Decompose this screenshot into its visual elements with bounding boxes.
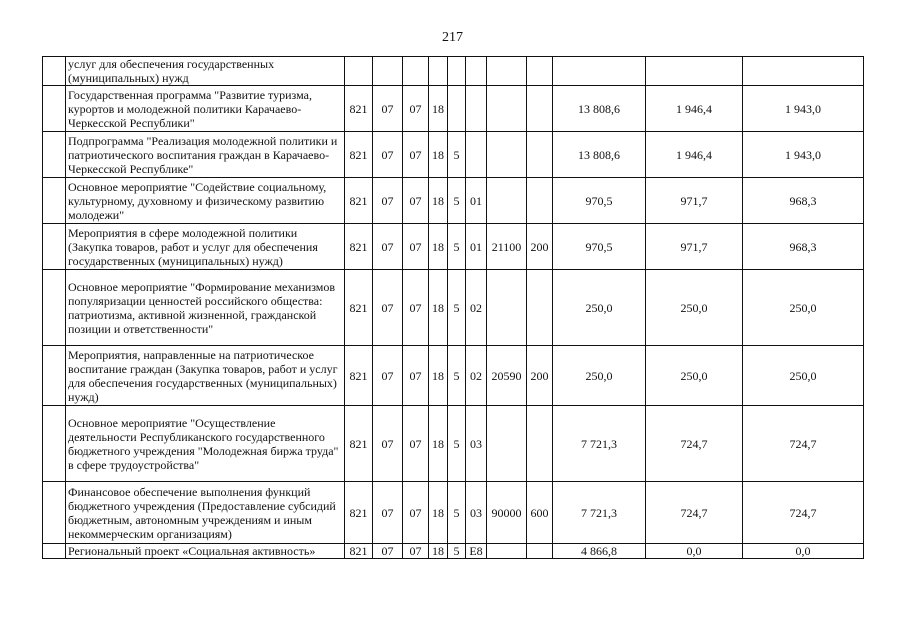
- cell-direction-code: 90000: [487, 482, 527, 544]
- cell-program-code: 18: [429, 178, 448, 224]
- row-name: Мероприятия, направленные на патриотическое воспитание граждан (Закупка товаров, работ и услуг для обеспечения государственных (муниципальных) нужд): [66, 346, 345, 406]
- cell-subprogram-code: 5: [448, 270, 466, 346]
- table-body: [43, 57, 864, 559]
- cell-subsection-code: 07: [403, 346, 429, 406]
- cell-program-code: 18: [429, 86, 448, 132]
- table-row: [43, 270, 864, 346]
- cell-expense-type: [527, 178, 553, 224]
- row-name: Мероприятия в сфере молодежной политики (Закупка товаров, работ и услуг для обеспечения государственных (муниципальных) нужд): [66, 224, 345, 270]
- table-row: [43, 224, 864, 270]
- cell-direction-code: [487, 57, 527, 86]
- cell-subprogram-code: 5: [448, 132, 466, 178]
- cell-program-code: 18: [429, 346, 448, 406]
- table-row: [43, 57, 864, 86]
- cell-sum-3: [743, 57, 864, 86]
- cell-activity-code: 03: [466, 406, 487, 482]
- margin-cell: [43, 346, 66, 406]
- cell-ministry-code: 821: [345, 86, 373, 132]
- cell-ministry-code: 821: [345, 482, 373, 544]
- cell-direction-code: 20590: [487, 346, 527, 406]
- table-row: [43, 86, 864, 132]
- cell-activity-code: [466, 132, 487, 178]
- cell-program-code: 18: [429, 482, 448, 544]
- cell-sum-1: 7 721,3: [553, 482, 646, 544]
- budget-table: [42, 56, 864, 559]
- cell-subprogram-code: 5: [448, 406, 466, 482]
- cell-expense-type: 600: [527, 482, 553, 544]
- cell-activity-code: 01: [466, 224, 487, 270]
- table-row: [43, 132, 864, 178]
- cell-section-code: 07: [373, 270, 403, 346]
- cell-sum-3: 724,7: [743, 406, 864, 482]
- cell-sum-2: 250,0: [646, 346, 743, 406]
- cell-sum-1: 250,0: [553, 270, 646, 346]
- cell-subsection-code: 07: [403, 132, 429, 178]
- cell-sum-3: 0,0: [743, 544, 864, 559]
- margin-cell: [43, 224, 66, 270]
- cell-activity-code: 02: [466, 270, 487, 346]
- cell-subsection-code: 07: [403, 406, 429, 482]
- cell-section-code: 07: [373, 482, 403, 544]
- cell-sum-1: 4 866,8: [553, 544, 646, 559]
- cell-ministry-code: 821: [345, 132, 373, 178]
- cell-section-code: 07: [373, 406, 403, 482]
- cell-direction-code: 21100: [487, 224, 527, 270]
- row-name: Основное мероприятие "Формирование механизмов популяризации ценностей российского общества: патриотизма, активной жизненной, гражданской позиции и ответственности": [66, 270, 345, 346]
- cell-subprogram-code: 5: [448, 544, 466, 559]
- row-name: Подпрограмма "Реализация молодежной политики и патриотического воспитания граждан в Карачаево-Черкесской Республике": [66, 132, 345, 178]
- margin-cell: [43, 406, 66, 482]
- cell-ministry-code: 821: [345, 178, 373, 224]
- cell-subprogram-code: 5: [448, 346, 466, 406]
- margin-cell: [43, 57, 66, 86]
- cell-sum-2: 1 946,4: [646, 86, 743, 132]
- cell-ministry-code: 821: [345, 406, 373, 482]
- row-name: Региональный проект «Социальная активность»: [66, 544, 345, 559]
- cell-sum-3: 1 943,0: [743, 86, 864, 132]
- table-row: [43, 178, 864, 224]
- cell-subprogram-code: 5: [448, 224, 466, 270]
- cell-sum-3: 968,3: [743, 178, 864, 224]
- table-row: [43, 346, 864, 406]
- cell-sum-1: 970,5: [553, 178, 646, 224]
- cell-ministry-code: 821: [345, 346, 373, 406]
- cell-sum-2: 250,0: [646, 270, 743, 346]
- cell-subsection-code: 07: [403, 86, 429, 132]
- cell-subsection-code: 07: [403, 178, 429, 224]
- cell-subprogram-code: [448, 57, 466, 86]
- cell-sum-3: 1 943,0: [743, 132, 864, 178]
- cell-sum-2: 1 946,4: [646, 132, 743, 178]
- margin-cell: [43, 482, 66, 544]
- cell-program-code: 18: [429, 132, 448, 178]
- cell-sum-2: 971,7: [646, 178, 743, 224]
- cell-subsection-code: 07: [403, 544, 429, 559]
- cell-ministry-code: [345, 57, 373, 86]
- row-name: Основное мероприятие "Осуществление деятельности Республиканского государственного бюджетного учреждения "Молодежная биржа труда" в сфере трудоустройства": [66, 406, 345, 482]
- cell-sum-2: 724,7: [646, 482, 743, 544]
- cell-subsection-code: [403, 57, 429, 86]
- cell-sum-3: 724,7: [743, 482, 864, 544]
- cell-activity-code: [466, 86, 487, 132]
- cell-activity-code: E8: [466, 544, 487, 559]
- cell-subprogram-code: [448, 86, 466, 132]
- cell-direction-code: [487, 86, 527, 132]
- cell-ministry-code: 821: [345, 270, 373, 346]
- table-row: [43, 544, 864, 559]
- cell-expense-type: [527, 270, 553, 346]
- cell-direction-code: [487, 544, 527, 559]
- cell-expense-type: 200: [527, 224, 553, 270]
- cell-section-code: [373, 57, 403, 86]
- cell-direction-code: [487, 406, 527, 482]
- cell-section-code: 07: [373, 224, 403, 270]
- cell-subsection-code: 07: [403, 224, 429, 270]
- cell-program-code: [429, 57, 448, 86]
- row-name: Государственная программа "Развитие туризма, курортов и молодежной политики Карачаево-Черкесской Республики": [66, 86, 345, 132]
- cell-subsection-code: 07: [403, 270, 429, 346]
- cell-subprogram-code: 5: [448, 178, 466, 224]
- cell-activity-code: [466, 57, 487, 86]
- cell-direction-code: [487, 270, 527, 346]
- cell-expense-type: [527, 406, 553, 482]
- table-row: [43, 482, 864, 544]
- cell-sum-2: [646, 57, 743, 86]
- cell-section-code: 07: [373, 544, 403, 559]
- cell-expense-type: [527, 132, 553, 178]
- cell-expense-type: [527, 57, 553, 86]
- cell-subprogram-code: 5: [448, 482, 466, 544]
- cell-program-code: 18: [429, 544, 448, 559]
- cell-activity-code: 03: [466, 482, 487, 544]
- margin-cell: [43, 132, 66, 178]
- row-name: Основное мероприятие "Содействие социальному, культурному, духовному и физическому развитию молодежи": [66, 178, 345, 224]
- cell-sum-2: 724,7: [646, 406, 743, 482]
- cell-ministry-code: 821: [345, 224, 373, 270]
- cell-program-code: 18: [429, 406, 448, 482]
- cell-sum-2: 0,0: [646, 544, 743, 559]
- cell-activity-code: 01: [466, 178, 487, 224]
- cell-sum-1: 250,0: [553, 346, 646, 406]
- cell-sum-3: 968,3: [743, 224, 864, 270]
- page-number: 217: [442, 30, 463, 45]
- cell-subsection-code: 07: [403, 482, 429, 544]
- cell-sum-1: [553, 57, 646, 86]
- cell-expense-type: [527, 86, 553, 132]
- margin-cell: [43, 86, 66, 132]
- cell-expense-type: 200: [527, 346, 553, 406]
- margin-cell: [43, 544, 66, 559]
- table-row: [43, 406, 864, 482]
- cell-section-code: 07: [373, 346, 403, 406]
- cell-expense-type: [527, 544, 553, 559]
- row-name: Финансовое обеспечение выполнения функций бюджетного учреждения (Предоставление субсидий бюджетным, автономным учреждениям и иным некоммерческим организациям): [66, 482, 345, 544]
- cell-sum-1: 13 808,6: [553, 86, 646, 132]
- cell-section-code: 07: [373, 86, 403, 132]
- cell-ministry-code: 821: [345, 544, 373, 559]
- cell-direction-code: [487, 178, 527, 224]
- cell-program-code: 18: [429, 270, 448, 346]
- cell-sum-2: 971,7: [646, 224, 743, 270]
- cell-sum-1: 970,5: [553, 224, 646, 270]
- cell-program-code: 18: [429, 224, 448, 270]
- cell-sum-1: 7 721,3: [553, 406, 646, 482]
- cell-section-code: 07: [373, 132, 403, 178]
- row-name: услуг для обеспечения государственных (муниципальных) нужд: [66, 57, 345, 86]
- margin-cell: [43, 270, 66, 346]
- cell-activity-code: 02: [466, 346, 487, 406]
- cell-section-code: 07: [373, 178, 403, 224]
- margin-cell: [43, 178, 66, 224]
- cell-direction-code: [487, 132, 527, 178]
- cell-sum-3: 250,0: [743, 270, 864, 346]
- cell-sum-3: 250,0: [743, 346, 864, 406]
- cell-sum-1: 13 808,6: [553, 132, 646, 178]
